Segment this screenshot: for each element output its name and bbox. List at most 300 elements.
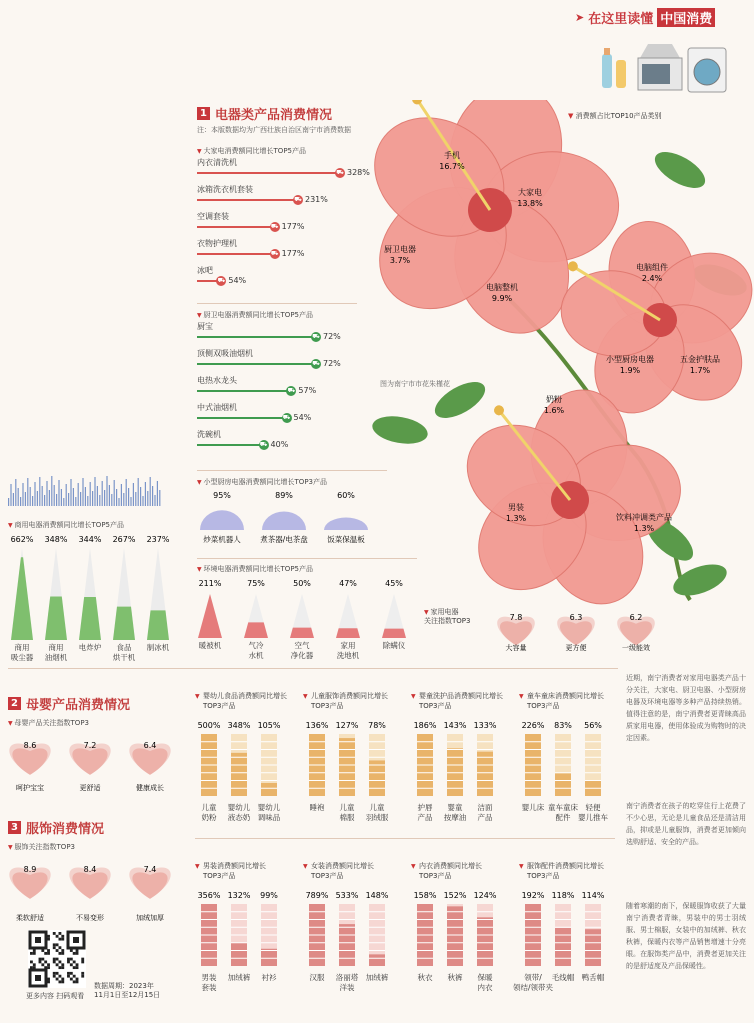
barcode-stripe — [147, 491, 148, 506]
barcode-stripe — [99, 495, 100, 506]
qr-module — [53, 958, 56, 961]
barcode-stripe — [138, 478, 139, 506]
appliance-illustration — [590, 36, 730, 96]
header-title-highlight: 中国消费 — [657, 8, 715, 27]
group-subtitle: 服饰配件消费额同比增长 TOP3产品 — [527, 862, 604, 880]
group-fill — [339, 924, 355, 966]
flower-category-value: 16.7% — [439, 162, 465, 171]
small-kitchen-value: 89% — [275, 491, 293, 500]
kitchen-bar — [197, 363, 315, 365]
qr-module — [59, 966, 62, 969]
group-label: 衬衫 — [261, 973, 277, 982]
environment-fill — [198, 594, 222, 638]
qr-module — [53, 975, 56, 978]
commercial-value: 348% — [44, 535, 68, 544]
barcode-stripe — [142, 496, 143, 506]
commercial-fill — [147, 610, 169, 640]
group-value: 114% — [581, 891, 605, 900]
kitchen-cart-icon: ⛟ — [259, 441, 268, 448]
group-subtitle: 婴童洗护品消费额同比增长 TOP3产品 — [419, 692, 503, 710]
group-value: 83% — [554, 721, 572, 730]
group-subtitle: 童车童床消费额同比增长 TOP3产品 — [527, 692, 604, 710]
group-label: 洛丽塔洋装 — [335, 973, 359, 992]
group-value: 533% — [335, 891, 359, 900]
qr-module — [53, 946, 56, 949]
text-block-2: 南宁消费者在孩子的吃穿住行上花费了不少心思，无论是儿童食品还是清洁用品，抑或是儿童服饰，消费者更加倾向选购舒适、安全的产品。 — [626, 802, 746, 846]
divider — [197, 303, 357, 304]
group-value: 356% — [197, 891, 221, 900]
qr-module — [30, 961, 33, 964]
qr-module — [61, 978, 64, 981]
group-label: 男装套装 — [201, 973, 217, 992]
barcode-stripe — [78, 483, 79, 506]
environment-value: 211% — [198, 579, 222, 588]
divider — [195, 838, 615, 839]
qr-module — [76, 949, 79, 952]
commercial-label: 食品烘干机 — [112, 643, 136, 662]
big_appliance-cart-icon: ⛟ — [270, 223, 279, 230]
flower-category-value: 2.4% — [641, 274, 663, 283]
flower-category-value: 1.6% — [543, 406, 565, 415]
qr-module — [56, 972, 59, 975]
barcode-stripe — [106, 476, 107, 506]
kitchen-value: 72% — [323, 332, 341, 341]
group-label: 加绒裤 — [365, 973, 389, 982]
small-kitchen-value: 95% — [213, 491, 231, 500]
small-kitchen-subtitle: ▼ 小型厨房电器消费额同比增长TOP3产品 — [197, 477, 327, 487]
heart-label: 加绒加厚 — [136, 914, 164, 922]
environment-label: 空气净化器 — [290, 641, 314, 660]
big_appliance-bar — [197, 253, 274, 255]
text-block-1: 近期，南宁消费者对家用电器类产品十分关注，大家电、厨卫电器、小型厨房电器及环境电器等多种产品持续热销。值得注意的是，南宁消费者更青睐高品质家用电器，使用体验成为购物时的决定因素。 — [626, 674, 746, 742]
barcode-stripe — [10, 484, 11, 506]
barcode-stripe — [92, 491, 93, 506]
barcode-stripe — [32, 496, 33, 506]
group-label: 汉服 — [309, 973, 325, 982]
barcode-stripe — [135, 492, 136, 506]
qr-module — [76, 978, 79, 981]
section3-title-text: 服饰消费情况 — [26, 822, 105, 837]
group-fill — [555, 928, 571, 966]
section1-number: 1 — [197, 107, 210, 120]
kitchen-cart-icon: ⛟ — [282, 414, 291, 421]
group-label: 童车童床配件 — [548, 803, 578, 822]
group-label: 领带/领结/领带夹 — [512, 973, 554, 992]
commercial-value: 237% — [146, 535, 170, 544]
commercial-fill — [45, 596, 67, 640]
commercial-fill — [11, 557, 33, 640]
barcode-stripe — [58, 480, 59, 506]
flower-leaf — [370, 412, 430, 447]
heart-value: 6.4 — [143, 741, 157, 750]
big_appliance-cart-icon: ⛟ — [270, 250, 279, 257]
small-kitchen-label: 饭菜保温板 — [327, 535, 365, 544]
barcode-stripe — [114, 480, 115, 506]
environment-value: 47% — [339, 579, 357, 588]
flower-category-label: 五金护肤品 — [680, 355, 720, 364]
group-label: 婴幼儿调味品 — [257, 803, 281, 822]
kitchen-cart-icon: ⛟ — [312, 333, 320, 340]
barcode-stripe — [30, 487, 31, 506]
commercial-value: 344% — [78, 535, 102, 544]
barcode-stripe — [39, 477, 40, 506]
group-label: 毛线帽 — [551, 973, 575, 982]
section2-number: 2 — [8, 697, 21, 710]
group-subtitle: 婴幼儿食品消费额同比增长 TOP3产品 — [203, 692, 287, 710]
group-label: 儿童奶粉 — [201, 803, 217, 822]
big_appliance-value: 231% — [305, 195, 328, 204]
kitchen-value: 54% — [293, 413, 312, 422]
heart-value: 8.6 — [23, 741, 37, 750]
kitchen-bar — [197, 390, 290, 392]
qr-module — [59, 952, 62, 955]
group-fill — [339, 738, 355, 796]
big_appliance-label: 空调套装 — [197, 212, 229, 221]
qr-module — [61, 980, 64, 983]
big_appliance-bar — [197, 172, 339, 174]
qr-module — [73, 952, 76, 955]
barcode-stripe — [145, 482, 146, 506]
barcode-stripe — [56, 494, 57, 506]
barcode-stripe — [90, 482, 91, 506]
group-label: 婴童按摩油 — [443, 803, 467, 822]
heart-label: 更舒适 — [79, 784, 101, 792]
qr-module — [73, 975, 76, 978]
qr-module — [56, 935, 59, 938]
heart-label: 柔软舒适 — [16, 914, 44, 922]
small-kitchen-value: 60% — [337, 491, 355, 500]
commercial-subtitle: ▼ 商用电器消费额同比增长TOP5产品 — [8, 520, 124, 530]
heart-value: 7.4 — [143, 865, 157, 874]
barcode-stripe — [102, 481, 103, 506]
kitchen-label: 厨宝 — [197, 322, 213, 331]
group-value: 500% — [197, 721, 221, 730]
barcode-stripe — [80, 492, 81, 506]
small-kitchen-dome — [200, 510, 244, 530]
barcode-stripe — [18, 488, 19, 506]
heart-value: 6.3 — [569, 613, 583, 622]
kitchen-cart-icon: ⛟ — [312, 360, 320, 367]
qr-module — [61, 952, 64, 955]
flower-share-chart — [340, 100, 754, 620]
barcode-stripe — [116, 489, 117, 506]
small-kitchen-label: 煮茶器/电茶盘 — [260, 535, 308, 544]
qr-module — [61, 935, 64, 938]
commercial-fill — [113, 607, 135, 640]
big_appliance-label: 内衣清洗机 — [197, 158, 237, 167]
big_appliance-bar — [197, 226, 274, 228]
barcode-stripe — [150, 477, 151, 506]
environment-fill — [382, 629, 406, 638]
baby-groups-chart — [195, 692, 625, 832]
environment-fill — [336, 628, 360, 638]
group-fill — [555, 773, 571, 796]
qr-module — [70, 972, 73, 975]
qr-module — [59, 932, 62, 935]
group-label: 护唇产品 — [417, 803, 433, 822]
qr-module — [61, 966, 64, 969]
qr-module — [41, 963, 44, 966]
barcode-stripe — [133, 483, 134, 506]
qr-module — [47, 949, 50, 952]
big_appliance-value: 328% — [347, 168, 370, 177]
qr-module — [76, 963, 79, 966]
environment-value: 75% — [247, 579, 265, 588]
qr-module — [33, 949, 36, 952]
flower-category-label: 小型厨房电器 — [606, 355, 654, 364]
heart-fill — [620, 621, 652, 645]
group-fill — [369, 760, 385, 796]
group-fill — [477, 752, 493, 796]
heart-value: 7.8 — [509, 613, 523, 622]
flower-category-value: 1.9% — [619, 366, 641, 375]
barcode-stripe — [111, 494, 112, 506]
environment-fill — [290, 628, 314, 638]
group-value: 226% — [521, 721, 545, 730]
qr-finder-core — [35, 937, 41, 943]
group-label: 加绒裤 — [227, 973, 251, 982]
qr-finder-core — [35, 975, 41, 981]
section2-title — [8, 694, 130, 713]
kitchen-value: 72% — [323, 359, 341, 368]
qr-module — [73, 980, 76, 983]
barcode-stripe — [154, 495, 155, 506]
group-fill — [447, 906, 463, 966]
heart-label: 一级能效 — [622, 644, 650, 652]
kitchen-bar — [197, 336, 315, 338]
flower-category-value: 3.7% — [389, 256, 411, 265]
group-subtitle: 内衣消费额同比增长 TOP3产品 — [419, 862, 482, 880]
group-subtitle: 女装消费额同比增长 TOP3产品 — [311, 862, 374, 880]
big_appliance-cart-icon: ⛟ — [217, 277, 226, 284]
kitchen-subtitle: ▼ 厨卫电器消费额同比增长TOP5产品 — [197, 310, 313, 320]
barcode-stripe — [61, 489, 62, 506]
group-value: 105% — [257, 721, 281, 730]
barcode-stripe — [94, 477, 95, 506]
group-value: 99% — [260, 891, 278, 900]
flower-caption: 图为南宁市市花朱槿花 — [380, 380, 450, 388]
group-value: 124% — [473, 891, 497, 900]
subtitle-marker-icon: ▼ — [519, 693, 524, 700]
group-label: 睡袍 — [309, 803, 325, 812]
qr-module — [41, 958, 44, 961]
group-value: 348% — [227, 721, 251, 730]
group-label: 婴儿床 — [521, 803, 545, 812]
header-arrow-icon: ➤ — [575, 11, 585, 24]
environment-value: 50% — [293, 579, 311, 588]
subtitle-marker-icon: ▼ — [519, 863, 524, 870]
heart-label: 不易变形 — [76, 914, 104, 922]
barcode-stripe — [27, 478, 28, 506]
big_appliance-bar — [197, 199, 297, 201]
group-fill — [261, 949, 277, 966]
subtitle-marker-icon: ▼ — [411, 693, 416, 700]
qr-module — [47, 980, 50, 983]
big_appliance-label: 衣物护理机 — [197, 239, 237, 248]
qr-module — [61, 963, 64, 966]
big_appliance-value: 177% — [281, 249, 305, 258]
barcode-stripe — [68, 493, 69, 506]
barcode-stripe — [128, 488, 129, 506]
flower-category-label: 手机 — [444, 151, 460, 160]
qr-module — [76, 952, 79, 955]
qr-code[interactable] — [28, 930, 86, 988]
barcode-stripe — [97, 486, 98, 506]
barcode-stripe — [13, 493, 14, 506]
qr-module — [47, 935, 50, 938]
barcode-stripe — [157, 481, 158, 506]
big_appliance-cart-icon: ⛟ — [294, 196, 302, 203]
group-value: 78% — [368, 721, 386, 730]
header — [575, 8, 715, 27]
qr-module — [53, 972, 56, 975]
heart-label: 健康成长 — [136, 784, 164, 792]
group-label: 婴幼儿液态奶 — [227, 803, 251, 822]
flower-category-value: 1.3% — [505, 514, 527, 523]
section1-title-text: 电器类产品消费情况 — [215, 108, 333, 123]
flower-title-text: 消费额占比TOP10产品类别 — [575, 112, 662, 120]
commercial-label: 制冰机 — [146, 643, 170, 652]
clothing-attention-chart — [2, 852, 192, 922]
barcode-stripe — [85, 487, 86, 506]
qr-module — [44, 952, 47, 955]
barcode-stripe — [63, 498, 64, 506]
commercial-fill — [79, 597, 101, 640]
group-label: 秋衣 — [417, 973, 433, 982]
section3-number: 3 — [8, 821, 21, 834]
barcode-stripe — [51, 476, 52, 506]
flower-category-label: 电脑组件 — [636, 263, 668, 272]
qr-module — [81, 958, 84, 961]
group-fill — [261, 783, 277, 796]
qr-module — [56, 958, 59, 961]
qr-module — [39, 958, 42, 961]
heart-fill — [12, 748, 47, 775]
qr-module — [59, 980, 62, 983]
barcode-stripe — [66, 484, 67, 506]
barcode-stripe — [123, 493, 124, 506]
qr-module — [47, 938, 50, 941]
baby-attention-chart — [2, 728, 192, 798]
subtitle-marker-icon: ▼ — [195, 863, 200, 870]
flower-category-label: 奶粉 — [546, 395, 562, 404]
barcode-stripe — [75, 497, 76, 506]
commercial-label: 商用油烟机 — [44, 643, 68, 662]
qr-module — [67, 975, 70, 978]
kitchen-value: 40% — [270, 440, 289, 449]
barcode-stripe — [152, 486, 153, 506]
small-kitchen-label: 炒菜机器人 — [203, 535, 241, 544]
qr-module — [67, 958, 70, 961]
heart-value: 6.2 — [629, 613, 643, 622]
group-fill — [369, 954, 385, 966]
qr-module — [76, 966, 79, 969]
flower-title: ▼ 消费额占比TOP10产品类别 — [568, 112, 662, 120]
qr-module — [73, 966, 76, 969]
section3-attention-subtitle: ▼ 服饰关注指数TOP3 — [8, 842, 75, 852]
group-label: 儿童棉服 — [339, 803, 355, 822]
group-value: 192% — [521, 891, 545, 900]
big_appliance-label: 冰吧 — [197, 266, 213, 275]
flower-category-label: 大家电 — [518, 188, 542, 197]
qr-module — [30, 952, 33, 955]
qr-module — [53, 961, 56, 964]
environment-label: 暖被机 — [198, 641, 222, 650]
kitchen-label: 顶侧双吸油烟机 — [197, 349, 253, 358]
group-label: 洁面产品 — [477, 803, 493, 822]
group-label: 鸭舌帽 — [581, 973, 605, 982]
section1-note: 注：本版数据均为广西壮族自治区南宁市消费数据 — [197, 126, 351, 134]
flower-leaf — [649, 145, 710, 196]
barcode-stripe — [54, 485, 55, 506]
header-title-prefix: 在这里读懂 — [588, 12, 654, 27]
environment-fill — [244, 622, 268, 638]
flower-category-value: 13.8% — [517, 199, 543, 208]
group-subtitle: 男装消费额同比增长 TOP3产品 — [203, 862, 266, 880]
barcode-stripe — [20, 497, 21, 506]
section2-attention-subtitle: ▼ 母婴产品关注指数TOP3 — [8, 718, 89, 728]
barcode-stripe — [130, 497, 131, 506]
qr-module — [61, 949, 64, 952]
data-period: 数据周期：2023年 11月1日至12月15日 — [94, 982, 161, 999]
qr-module — [53, 932, 56, 935]
group-value: 158% — [413, 891, 437, 900]
qr-module — [56, 949, 59, 952]
qr-module — [59, 975, 62, 978]
barcode-stripe — [140, 487, 141, 506]
section2-title-text: 母婴产品消费情况 — [26, 698, 131, 713]
group-subtitle: 儿童服饰消费额同比增长 TOP3产品 — [311, 692, 388, 710]
barcode-stripe — [109, 485, 110, 506]
barcode-stripe — [46, 481, 47, 506]
big_appliance-value: 54% — [228, 276, 247, 285]
barcode-stripe — [104, 490, 105, 506]
appliance-attention-subtitle-text: 家用电器 关注指数TOP3 — [424, 608, 471, 625]
qr-module — [70, 978, 73, 981]
qr-module — [67, 961, 70, 964]
qr-finder-core — [73, 937, 79, 943]
group-fill — [231, 753, 247, 796]
environment-label: 家用洗地机 — [336, 641, 360, 660]
heart-fill — [72, 872, 107, 899]
qr-module — [56, 943, 59, 946]
barcode-stripe — [87, 496, 88, 506]
group-value: 118% — [551, 891, 575, 900]
group-value: 186% — [413, 721, 437, 730]
heart-value: 8.4 — [83, 865, 97, 874]
commercial-value: 267% — [112, 535, 136, 544]
heart-fill — [132, 748, 167, 775]
group-fill — [231, 943, 247, 966]
big_appliance-value: 177% — [281, 222, 305, 231]
heart-label: 大容量 — [505, 644, 527, 652]
barcode-stripe — [42, 486, 43, 506]
qr-caption: 更多内容 扫码观看 — [26, 992, 85, 1000]
group-value: 148% — [365, 891, 389, 900]
text-block-3: 随着寒潮的南下，保暖服饰收获了大量南宁消费者青睐，男装中的男士羽绒服、男士棉服，女装中的加绒裤、秋衣秋裤，保暖内衣等产品销售增速十分亮眼。在服饰类产品中，消费者更加关注的是舒适度及产品保暖性。 — [626, 902, 746, 970]
group-label: 儿童羽绒服 — [365, 803, 389, 822]
commercial-label: 电炸炉 — [78, 643, 102, 652]
heart-fill — [12, 872, 47, 899]
barcode-stripe — [70, 479, 71, 506]
subtitle-marker-icon: ▼ — [195, 693, 200, 700]
qr-module — [70, 949, 73, 952]
kitchen-bar — [197, 417, 286, 419]
commercial-label: 商用吸尘器 — [10, 643, 34, 662]
divider — [8, 668, 618, 669]
group-value: 127% — [335, 721, 359, 730]
qr-module — [81, 975, 84, 978]
